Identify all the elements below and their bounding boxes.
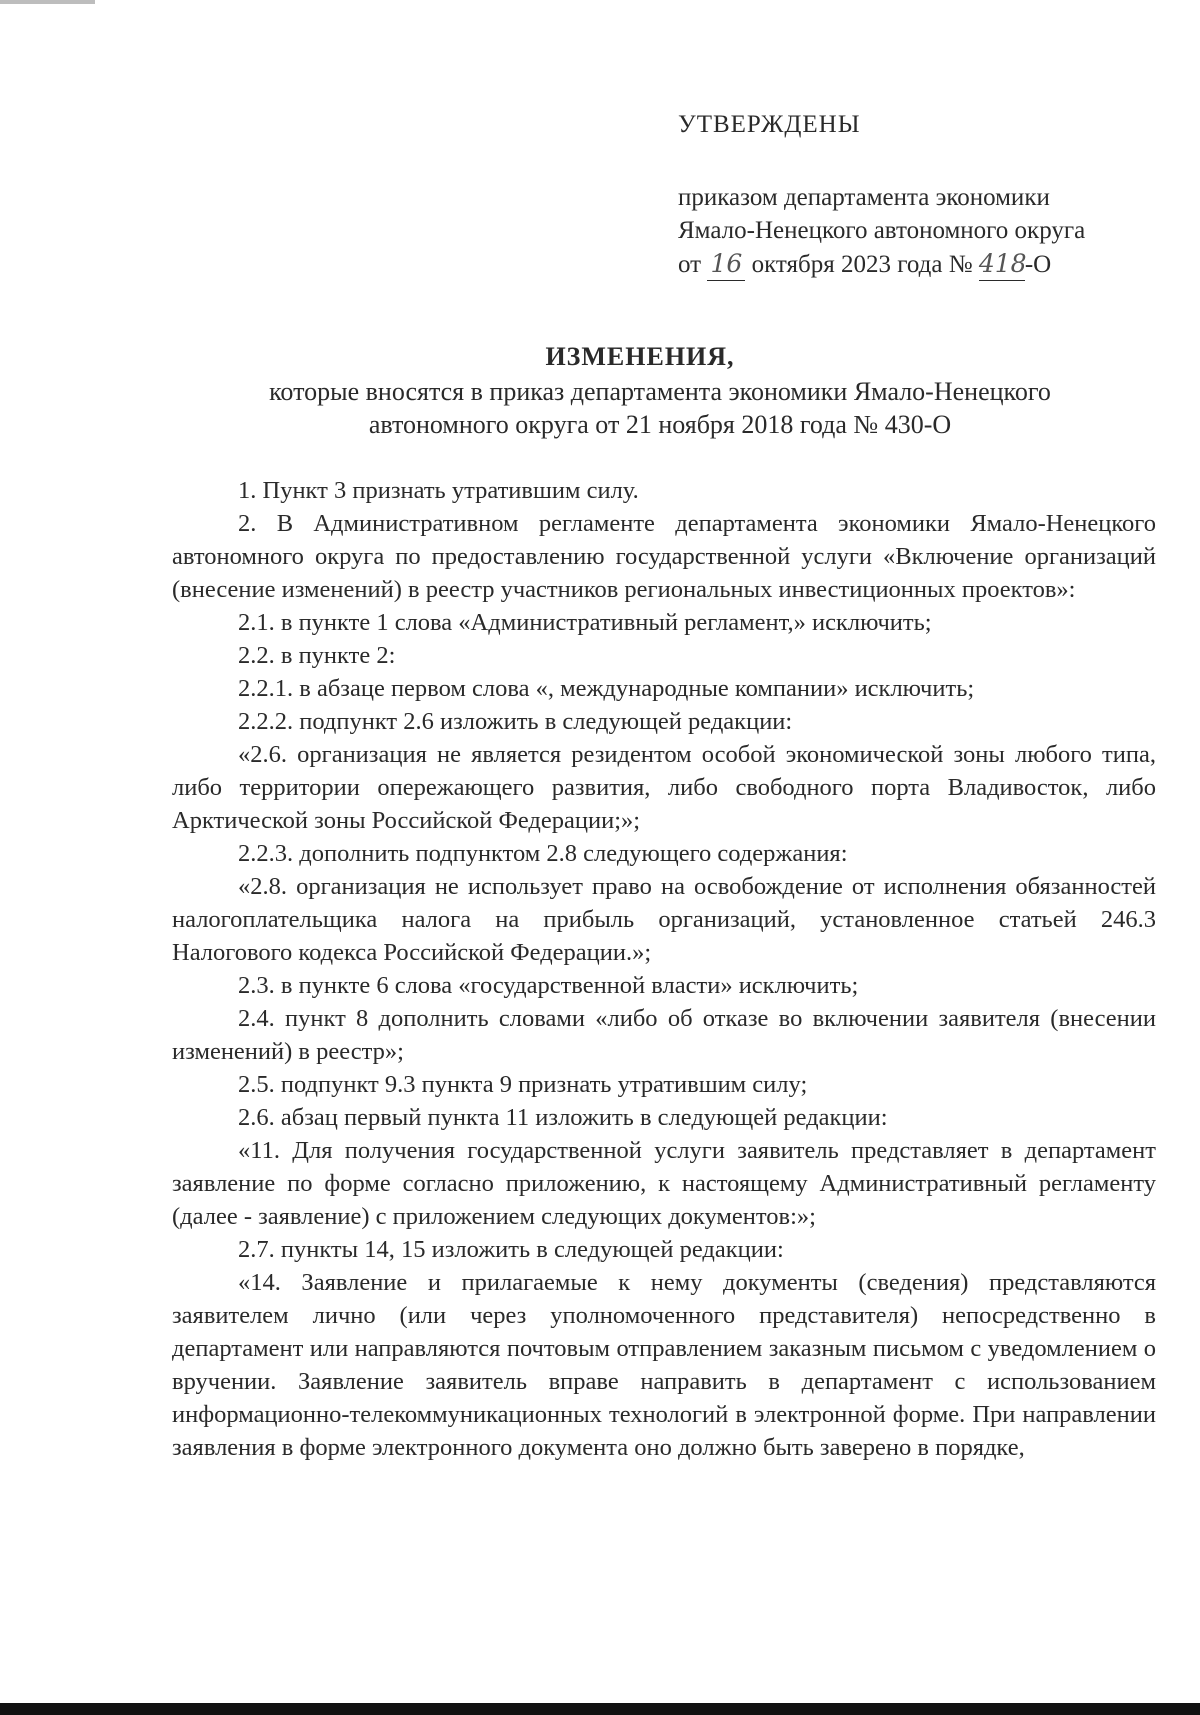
paragraph-2-2: 2.2. в пункте 2:: [238, 642, 396, 669]
order-suffix: -О: [1024, 251, 1052, 278]
paragraph-1: 1. Пункт 3 признать утратившим силу.: [238, 477, 639, 504]
date-middle: октября 2023 года №: [751, 251, 973, 278]
paragraph-2-6: 2.6. абзац первый пункта 11 изложить в следующей редакции:: [238, 1104, 888, 1131]
handwritten-order-number: 418: [979, 247, 1025, 281]
document-body: [172, 474, 1156, 1464]
paragraph-2-1: 2.1. в пункте 1 слова «Административный регламент,» исключить;: [238, 609, 932, 636]
heading-subtitle-line-1: которые вносятся в приказ департамента экономики Ямало-Ненецкого: [269, 377, 1051, 406]
paragraph-2-3: 2.3. в пункте 6 слова «государственной власти» исключить;: [238, 972, 859, 999]
scan-edge: [0, 1703, 1200, 1715]
heading-title: ИЗМЕНЕНИЯ,: [545, 342, 735, 371]
quote-14: «14. Заявление и прилагаемые к нему документы (сведения) представляются заявителем лично (или через уполномоченного представителя) непосредственно в департамент или направляются почтовым отправлением заказным письмом с уведомлением о вручении. Заявление заявитель вправе направить в департамент с использованием информационно-телекоммуникационных технологий в электронной форме. При направлении заявления в форме электронного документа оно должно быть заверено в порядке,: [172, 1269, 1156, 1461]
approval-date-line: [678, 247, 1148, 281]
date-prefix: от: [678, 251, 702, 278]
paragraph-2-2-3: 2.2.3. дополнить подпунктом 2.8 следующего содержания:: [238, 840, 848, 867]
paragraph-2-2-1: 2.2.1. в абзаце первом слова «, международные компании» исключить;: [238, 675, 975, 702]
quote-2-8: «2.8. организация не использует право на освобождение от исполнения обязанностей налогоплательщика налога на прибыль организаций, установленное статьей 246.3 Налогового кодекса Российской Федерации.»;: [172, 873, 1156, 966]
approval-title: УТВЕРЖДЕНЫ: [678, 111, 861, 138]
approval-block: [678, 108, 1148, 281]
quote-2-6: «2.6. организация не является резидентом особой экономической зоны любого типа, либо территории опережающего развития, либо свободного порта Владивосток, либо Арктической зоны Российской Федерации;»;: [172, 741, 1156, 834]
paragraph-2-4: 2.4. пункт 8 дополнить словами «либо об отказе во включении заявителя (внесении изменений) в реестр»;: [172, 1005, 1156, 1065]
paragraph-2-5: 2.5. подпункт 9.3 пункта 9 признать утратившим силу;: [238, 1071, 808, 1098]
approval-line-1: приказом департамента экономики: [678, 184, 1050, 211]
quote-11: «11. Для получения государственной услуги заявитель представляет в департамент заявление по форме согласно приложению, к настоящему Административный регламенту (далее - заявление) с приложением следующих документов:»;: [172, 1137, 1156, 1230]
heading-subtitle-line-2: автономного округа от 21 ноября 2018 года № 430-О: [368, 410, 952, 439]
approval-line-2: Ямало-Ненецкого автономного округа: [678, 217, 1086, 244]
paragraph-2-2-2: 2.2.2. подпункт 2.6 изложить в следующей редакции:: [238, 708, 793, 735]
paragraph-2: 2. В Административном регламенте департамента экономики Ямало-Ненецкого автономного округа по предоставлению государственной услуги «Включение организаций (внесение изменений) в реестр участников региональных инвестиционных проектов»:: [172, 510, 1156, 603]
scan-mark: [0, 0, 95, 4]
document-heading: [120, 340, 1160, 441]
paragraph-2-7: 2.7. пункты 14, 15 изложить в следующей редакции:: [238, 1236, 784, 1263]
handwritten-day: 16: [707, 247, 745, 281]
